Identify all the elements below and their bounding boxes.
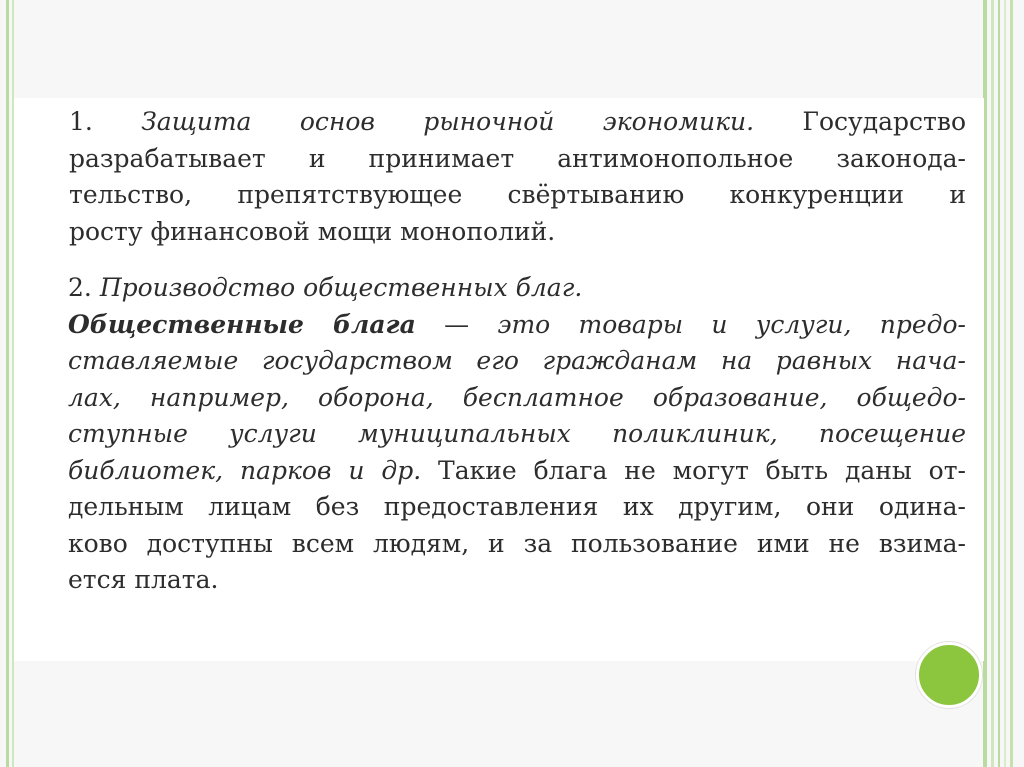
section-title: Производство общественных благ.: [99, 273, 583, 302]
scanned-page: [14, 98, 984, 661]
frame-line-right: [998, 0, 1000, 767]
text-line: ково доступны всем людям, и за пользование ими не взима-: [68, 528, 966, 558]
text-fragment: это товары и услуги, предо-: [497, 309, 967, 339]
text-line: росту финансовой мощи монополий.: [69, 216, 556, 246]
text-line: [68, 307, 966, 344]
text-line: [68, 453, 966, 490]
section-number: 1.: [69, 107, 93, 136]
section-1: [68, 104, 966, 250]
text-line: [68, 270, 966, 307]
text-fragment: Государство: [802, 107, 966, 136]
text-line: ставляемые государством его гражданам на равных нача-: [68, 346, 966, 375]
text-fragment: библиотек, парков и др.: [68, 455, 422, 485]
section-2: [68, 270, 966, 599]
text-line: ступные услуги муниципальных поликлиник, посещение: [68, 419, 966, 448]
defined-term: Общественные блага: [68, 309, 416, 339]
frame-line-right: [1010, 0, 1013, 767]
page-text: [68, 104, 966, 599]
frame-line-right: [991, 0, 994, 767]
dash: —: [444, 309, 470, 339]
section-title: Защита основ рыночной экономики.: [141, 107, 755, 136]
frame-line-left: [6, 0, 9, 767]
text-line: разрабатывает и принимает антимонопольное законода-: [69, 143, 966, 173]
text-line: лах, например, оборона, бесплатное образование, общедо-: [68, 382, 966, 412]
frame-line-right: [1004, 0, 1006, 767]
text-line: [68, 104, 966, 141]
text-line: ется плата.: [68, 565, 219, 594]
text-line: дельным лицам без предоставления их другим, они одина-: [68, 492, 966, 521]
text-line: тельство, препятствующее свёртыванию конкуренции и: [69, 180, 966, 209]
section-number: 2.: [68, 273, 92, 302]
green-circle-decoration: [916, 642, 982, 708]
text-fragment: Такие блага не могут быть даны от-: [438, 455, 967, 485]
